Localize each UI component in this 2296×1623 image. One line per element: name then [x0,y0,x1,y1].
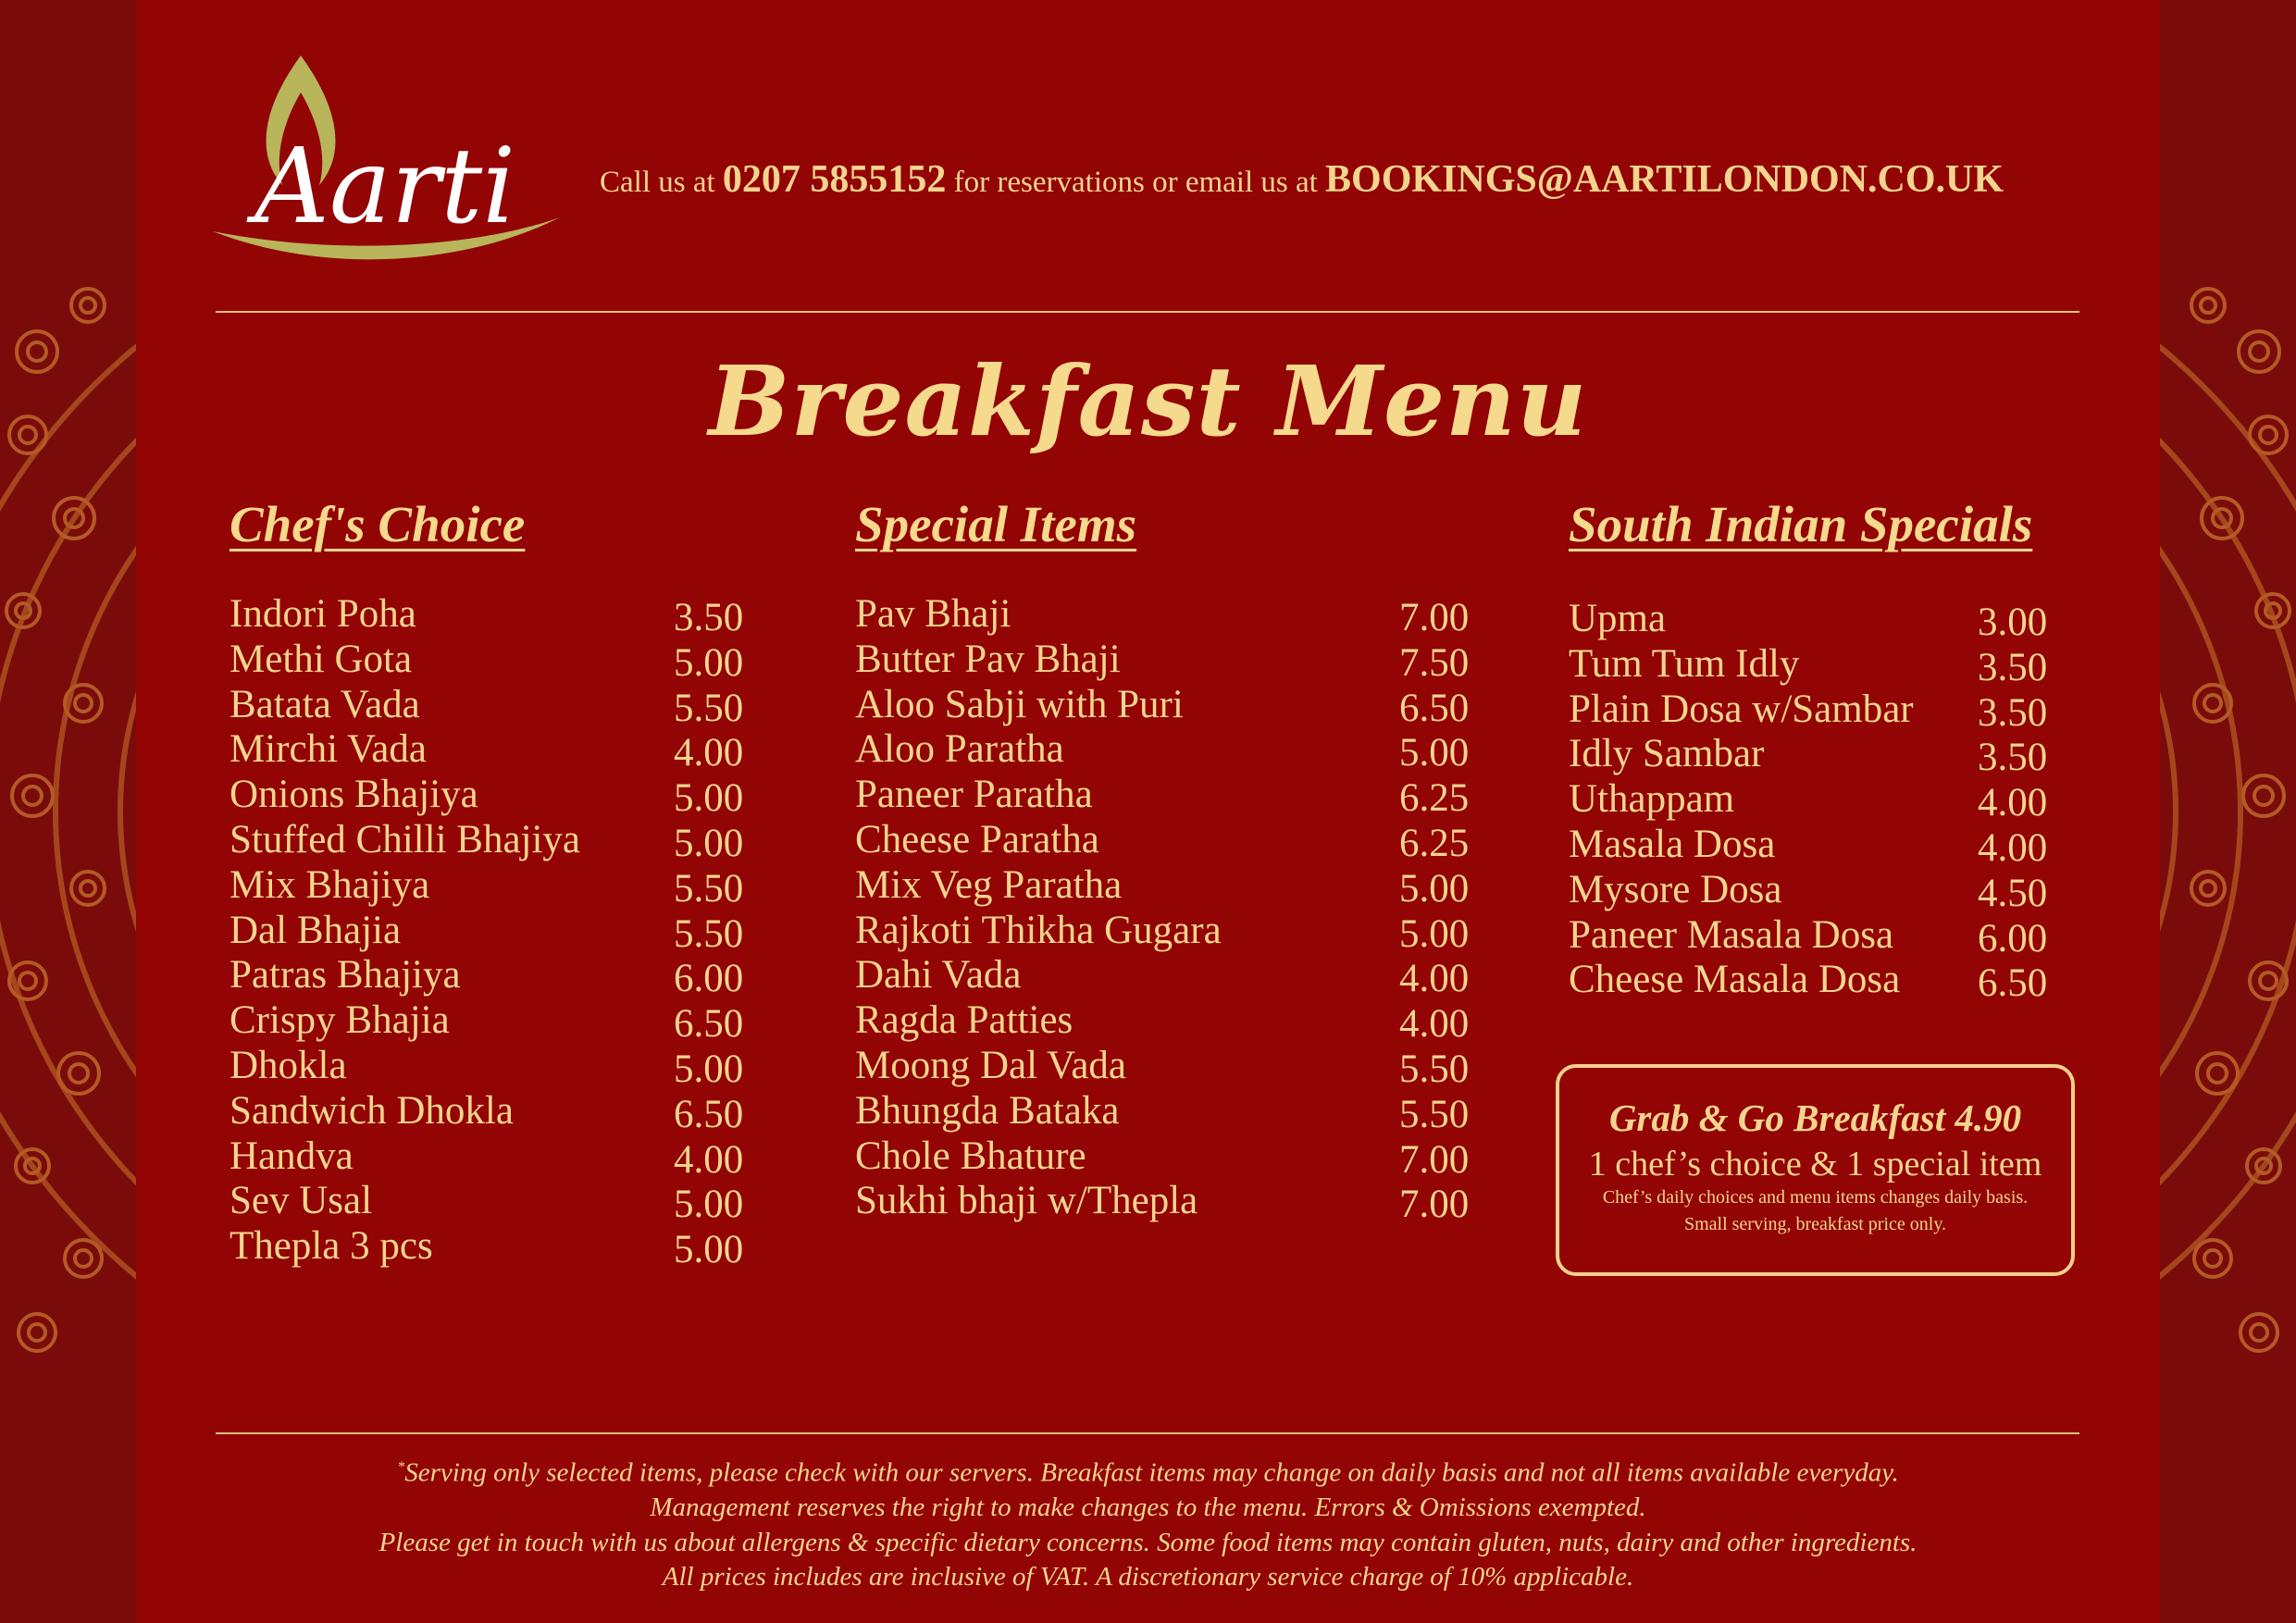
right-swirl-ornament [2160,0,2296,1623]
menu-item-name: Aloo Paratha [855,727,1064,772]
menu-item-name: Ragda Patties [855,998,1074,1043]
menu-item-name: Handva [230,1134,354,1178]
menu-item-name: Masala Dosa [1569,822,1776,866]
menu-item-name: Thepla 3 pcs [230,1224,433,1269]
menu-item-price: 3.50 [1978,690,2048,735]
menu-item-name: Cheese Paratha [855,817,1099,861]
menu-item [1569,732,2068,780]
menu-item-price: 5.50 [1399,1047,1470,1091]
grab-and-go-note-1: Chef’s daily choices and menu items changes daily basis. [1602,1187,2029,1208]
menu-item-name: Mix Bhajiya [230,862,430,907]
menu-item [230,818,748,863]
footer-line-1-text: Serving only selected items, please check with our servers. Breakfast items may change on daily basis and not all items available everyday. [404,1457,1899,1488]
aarti-logo [208,51,565,264]
menu-item-price: 5.00 [674,1183,744,1227]
menu-item-name: Patras Bhajiya [230,953,461,997]
menu-item-price: 5.00 [1399,911,1470,956]
south-indian-list [1569,597,2068,1006]
menu-item [230,727,748,773]
menu-item-name: Onions Bhajiya [230,773,478,817]
menu-item [855,863,1475,909]
menu-item-name: Indori Poha [230,592,416,636]
menu-item-price: 5.00 [1399,731,1470,775]
menu-item-price: 4.00 [1978,825,2048,870]
menu-item-price: 4.00 [1978,781,2048,825]
menu-item [855,592,1475,638]
menu-item-name: Chole Bhature [855,1134,1086,1178]
menu-item [1569,913,2068,959]
menu-item-name: Mix Veg Paratha [855,862,1123,907]
menu-item-price: 5.50 [674,911,744,956]
menu-item-name: Bhungda Bataka [855,1088,1120,1133]
section-heading-special-items: Special Items [855,496,1137,552]
menu-item [855,683,1475,728]
contact-middle: for reservations or email us at [953,166,1318,199]
menu-item-price: 7.00 [1399,1137,1470,1182]
menu-item [230,773,748,821]
menu-item-price: 6.00 [674,957,744,1001]
menu-item [230,683,748,728]
menu-item-price: 5.00 [674,821,744,865]
menu-item [230,1134,748,1180]
menu-item-price: 5.00 [1399,866,1470,911]
menu-item-price: 3.00 [1978,601,2048,644]
menu-item [230,1224,748,1270]
menu-item [230,1044,748,1089]
menu-item-name: Stuffed Chilli Bhajiya [230,817,581,861]
menu-item-name: Butter Pav Bhaji [855,637,1121,681]
menu-item-name: Crispy Bhajia [230,998,450,1043]
footer-line-2: Management reserves the right to make changes to the menu. Errors & Omissions exempted. [650,1493,1646,1523]
menu-item-price: 5.00 [674,1047,744,1091]
menu-item-name: Plain Dosa w/Sambar [1569,687,1914,731]
menu-item-name: Moong Dal Vada [855,1043,1127,1087]
menu-item-name: Paneer Paratha [855,773,1093,817]
logo-wordmark: Aarti [254,127,516,247]
left-swirl-ornament [0,0,136,1623]
menu-item-price: 3.50 [1978,645,2048,689]
footer-asterisk: * [397,1459,405,1475]
email-address[interactable]: BOOKINGS@AARTILONDON.CO.UK [1325,158,2004,201]
menu-item-price: 7.50 [1399,640,1470,685]
menu-item [1569,597,2068,642]
menu-item-price: 6.50 [674,1002,744,1047]
footer-disclaimer [0,1450,2296,1595]
menu-item-name: Sukhi bhaji w/Thepla [855,1179,1198,1223]
contact-prefix: Call us at [600,166,715,199]
menu-item-name: Batata Vada [230,682,420,726]
menu-item-name: Sev Usal [230,1179,373,1223]
menu-item [855,1179,1475,1227]
menu-item-name: Idly Sambar [1569,732,1765,776]
menu-item [230,953,748,1001]
menu-item [230,1179,748,1227]
menu-item-name: Rajkoti Thikha Gugara [855,908,1222,952]
menu-item-price: 5.50 [674,866,744,911]
footer-line-4: All prices includes are inclusive of VAT. A discretionary service charge of 10% applicable. [662,1562,1634,1592]
menu-item-name: Methi Gota [230,637,413,681]
menu-item [855,1044,1475,1089]
menu-item [855,1089,1475,1134]
section-heading-chefs-choice: Chef's Choice [230,496,526,552]
menu-item-price: 3.50 [674,596,744,639]
grab-and-go-title: Grab & Go Breakfast 4.90 [1608,1096,2022,1139]
menu-item-price: 4.00 [674,1137,744,1182]
right-ornament-border [2160,0,2296,1623]
menu-item-name: Paneer Masala Dosa [1569,912,1894,957]
bottom-divider [216,1432,2079,1434]
menu-item [855,727,1475,773]
menu-item [855,998,1475,1047]
grab-and-go-subtitle: 1 chef’s choice & 1 special item [1588,1145,2042,1183]
menu-item [230,1089,748,1134]
menu-item-price: 5.00 [674,1228,744,1272]
grab-and-go-box [1556,1064,2075,1276]
menu-item-name: Dal Bhajia [230,908,402,952]
menu-item-price: 6.50 [1978,961,2048,1006]
menu-item-price: 4.50 [1978,871,2048,915]
menu-item [1569,777,2068,823]
menu-item-name: Dahi Vada [855,953,1022,997]
top-divider [216,311,2079,313]
menu-item [855,909,1475,954]
contact-line [600,157,2080,202]
menu-item [230,863,748,909]
phone-number[interactable]: 0207 5855152 [722,158,947,201]
menu-item [855,1134,1475,1180]
menu-item [855,638,1475,683]
menu-item-price: 7.00 [1399,596,1470,639]
menu-item [1569,688,2068,733]
menu-item [1569,823,2068,868]
menu-item [855,818,1475,863]
menu-item-price: 4.00 [674,731,744,775]
chefs-choice-list [230,592,748,1270]
menu-item [230,909,748,954]
menu-item-price: 6.50 [674,1092,744,1136]
menu-item-price: 6.25 [1399,821,1470,865]
menu-item-price: 6.25 [1399,776,1470,821]
menu-item-price: 5.50 [674,686,744,730]
menu-item-name: Cheese Masala Dosa [1569,958,1901,1002]
menu-item-price: 6.00 [1978,916,2048,960]
menu-item [230,638,748,683]
menu-item-price: 6.50 [1399,686,1470,730]
menu-item-price: 5.50 [1399,1092,1470,1136]
menu-item-price: 4.00 [1399,957,1470,1001]
menu-item [1569,868,2068,913]
menu-item-name: Aloo Sabji with Puri [855,682,1184,726]
menu-item [230,998,748,1047]
menu-item [1569,958,2068,1006]
footer-line-3: Please get in touch with us about allergens & specific dietary concerns. Some food items may contain gluten, nuts, dairy and other ingredients. [379,1527,1917,1557]
grab-and-go-note-2: Small serving, breakfast price only. [1683,1214,1947,1234]
menu-item-name: Uthappam [1569,777,1735,822]
left-ornament-border [0,0,136,1623]
footer-line-1 [0,1450,2296,1491]
menu-item [855,773,1475,821]
menu-item-name: Dhokla [230,1043,347,1087]
page-title: Breakfast Menu [708,344,1588,458]
section-heading-south-indian: South Indian Specials [1569,496,2033,552]
menu-item-name: Upma [1569,597,1667,640]
menu-item-price: 5.00 [674,640,744,685]
menu-item [855,953,1475,1001]
menu-item-price: 5.00 [674,776,744,821]
menu-item-name: Tum Tum Idly [1569,641,1800,686]
menu-item-price: 4.00 [1399,1002,1470,1047]
menu-item-name: Mirchi Vada [230,727,427,772]
menu-item-name: Sandwich Dhokla [230,1088,514,1133]
menu-item-price: 7.00 [1399,1183,1470,1227]
menu-item [230,592,748,638]
menu-item-price: 3.50 [1978,736,2048,780]
menu-item [1569,642,2068,688]
special-items-list [855,592,1475,1227]
menu-item-name: Mysore Dosa [1569,867,1782,911]
menu-item-name: Pav Bhaji [855,592,1011,636]
